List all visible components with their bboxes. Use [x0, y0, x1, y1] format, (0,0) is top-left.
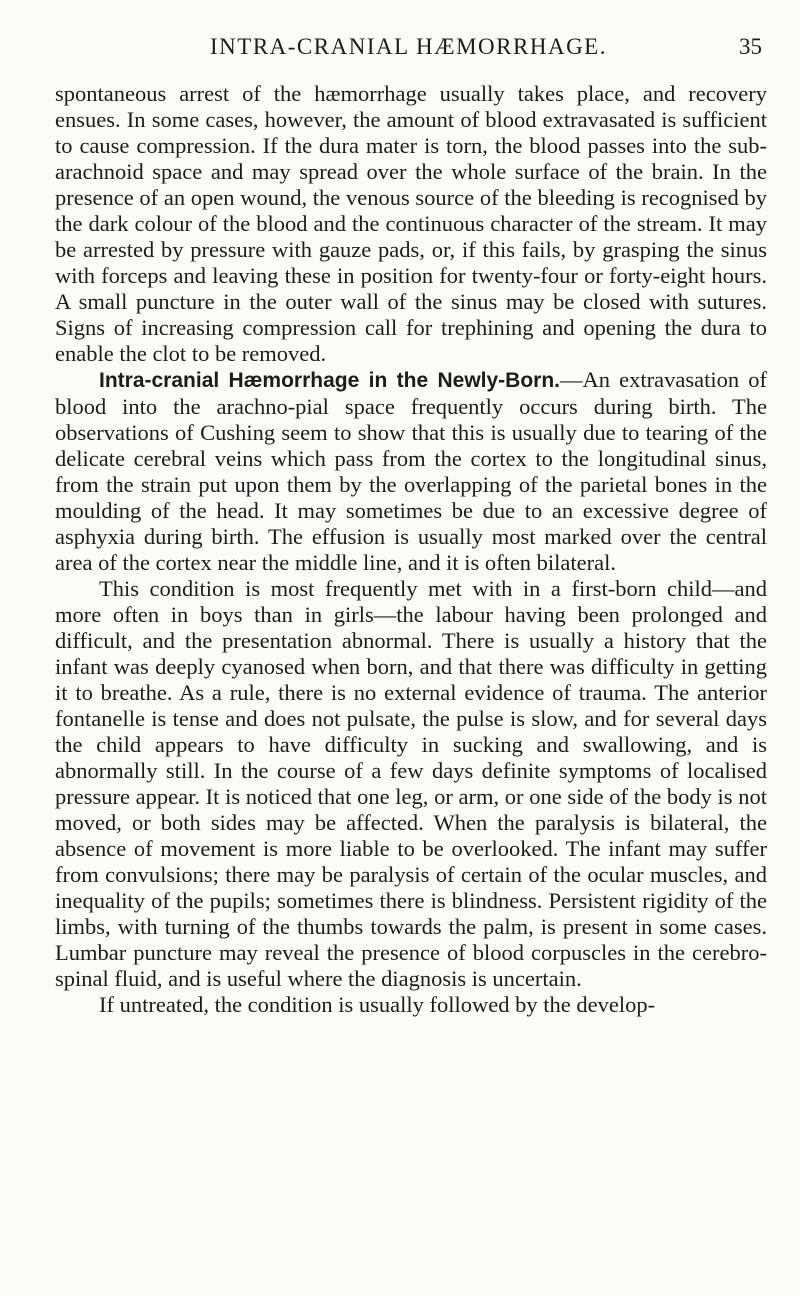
section-heading: Intra-cranial Hæmorrhage in the Newly-Born. [99, 369, 560, 392]
body-text [55, 81, 767, 1018]
paragraph-continuation: spontaneous arrest of the hæmorrhage usually takes place, and recovery ensues. In some cases, however, the amount of blood extravasated is sufficient to cause compression. If the dura mater is torn, the blood passes into the sub-arachnoid space and may spread over the whole surface of the brain. In the presence of an open wound, the venous source of the bleeding is recognised by the dark colour of the blood and the continuous character of the stream. It may be arrested by pressure with gauze pads, or, if this fails, by grasping the sinus with forceps and leaving these in position for twenty-four or forty-eight hours. A small puncture in the outer wall of the sinus may be closed with sutures. Signs of increasing compression call for trephining and opening the dura to enable the clot to be removed. [55, 81, 767, 366]
paragraph-newly-born [55, 367, 767, 576]
paragraph-untreated: If untreated, the condition is usually followed by the develop- [99, 992, 656, 1017]
running-title: INTRA-CRANIAL HÆMORRHAGE. [210, 34, 607, 59]
page-number: 35 [739, 34, 762, 59]
paragraph-newly-born-text: —An extravasation of blood into the arachno-pial space frequently occurs during birth. The observations of Cushing seem to show that this is usually due to tearing of the delicate cerebral veins which pass from the cortex to the longitudinal sinus, from the strain put upon them by the overlapping of the parietal bones in the moulding of the head. It may sometimes be due to an excessive degree of asphyxia during birth. The effusion is usually most marked over the central area of the cortex near the middle line, and it is often bilateral. [55, 367, 767, 575]
paragraph-condition: This condition is most frequently met with in a first-born child—and more often in boys than in girls—the labour having been prolonged and difficult, and the presentation abnormal. There is usually a history that the infant was deeply cyanosed when born, and that there was difficulty in getting it to breathe. As a rule, there is no external evidence of trauma. The anterior fontanelle is tense and does not pulsate, the pulse is slow, and for several days the child appears to have difficulty in sucking and swallowing, and is abnormally still. In the course of a few days definite symptoms of localised pressure appear. It is noticed that one leg, or arm, or one side of the body is not moved, or both sides may be affected. When the paralysis is bilateral, the absence of movement is more liable to be overlooked. The infant may suffer from convulsions; there may be paralysis of certain of the ocular muscles, and inequality of the pupils; sometimes there is blindness. Persistent rigidity of the limbs, with turning of the thumbs towards the palm, is present in some cases. Lumbar puncture may reveal the presence of blood corpuscles in the cerebro-spinal fluid, and is useful where the diagnosis is uncertain. [55, 576, 767, 991]
running-header [55, 34, 762, 62]
